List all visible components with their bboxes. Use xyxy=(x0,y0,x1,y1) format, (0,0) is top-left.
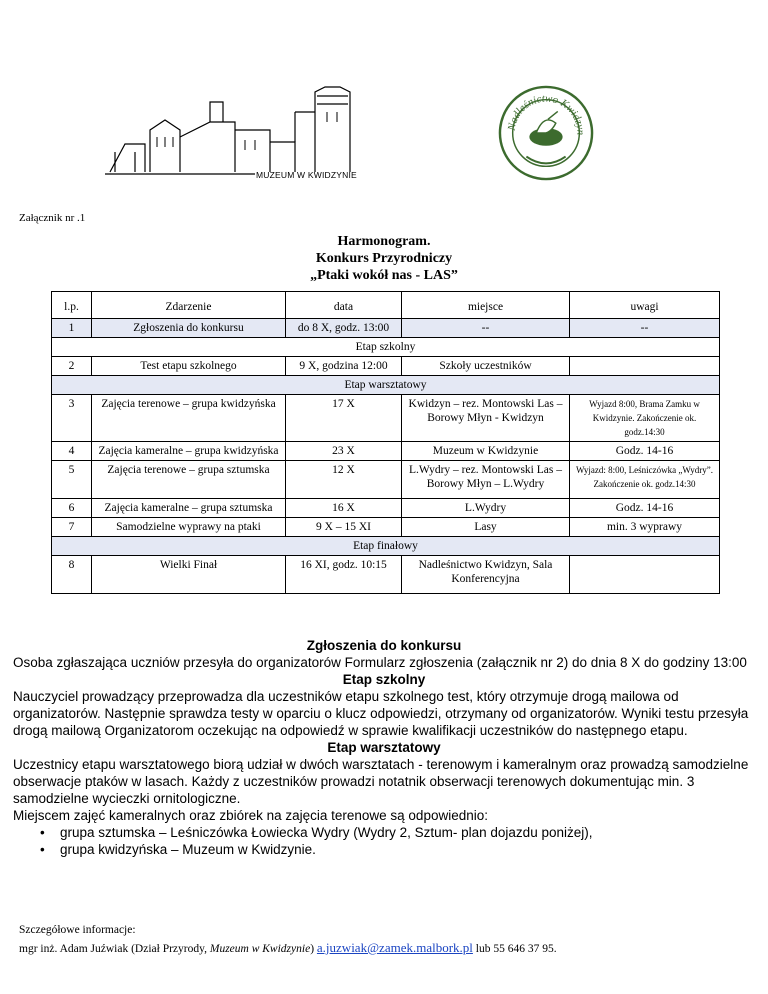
cell: L.Wydry – rez. Montowski Las – Borowy Młyn – L.Wydry xyxy=(402,461,570,499)
cell: Zajęcia kameralne – grupa sztumska xyxy=(92,499,286,518)
header-cell: miejsce xyxy=(402,292,570,319)
table-row xyxy=(52,499,720,518)
cell: 3 xyxy=(52,395,92,442)
paragraph-school-stage: Nauczyciel prowadzący przeprowadza dla uczestników etapu szkolnego test, który otrzymuje drogą mailowa od organizatorów. Następnie sprawdza testy w oparciu o klucz odpowiedzi, otrzymany od organizatorów. Wyniki testu przesyła drogą mailową Organizatorom oczekując na odpowiedź w sprawie kwalifikacji uczestników do następnego etapu. xyxy=(13,689,749,738)
section-label: Etap warsztatowy xyxy=(52,376,720,395)
footer-heading: Szczegółowe informacje: xyxy=(19,924,136,936)
heading-registration: Zgłoszenia do konkursu xyxy=(306,638,462,653)
cell: Nadleśnictwo Kwidzyn, Sala Konferencyjna xyxy=(402,556,570,594)
section-row xyxy=(52,537,720,556)
email-link[interactable]: a.juzwiak@zamek.malbork.pl xyxy=(316,940,473,955)
contact-footer xyxy=(19,922,557,958)
cell: Szkoły uczestników xyxy=(402,357,570,376)
cell: 6 xyxy=(52,499,92,518)
cell: Wyjazd: 8:00, Leśniczówka „Wydry”. Zakończenie ok. godz.14:30 xyxy=(570,461,720,499)
contact-phone: lub 55 646 37 95. xyxy=(472,943,557,955)
cell: min. 3 wyprawy xyxy=(570,518,720,537)
title-line-3: „Ptaki wokół nas - LAS” xyxy=(310,268,458,283)
table-row xyxy=(52,461,720,499)
cell: Zajęcia terenowe – grupa kwidzyńska xyxy=(92,395,286,442)
museum-logo-caption: MUZEUM W KWIDZYNIE xyxy=(256,170,357,180)
cell: Muzeum w Kwidzynie xyxy=(402,442,570,461)
cell: Zgłoszenia do konkursu xyxy=(92,319,286,338)
cell: Godz. 14-16 xyxy=(570,442,720,461)
cell: 9 X, godzina 12:00 xyxy=(286,357,402,376)
cell: 4 xyxy=(52,442,92,461)
cell: Kwidzyn – rez. Montowski Las – Borowy Młyn - Kwidzyn xyxy=(402,395,570,442)
table-row xyxy=(52,357,720,376)
cell: 2 xyxy=(52,357,92,376)
list-item: • grupa kwidzyńska – Muzeum w Kwidzynie. xyxy=(60,841,768,858)
document-title xyxy=(0,233,768,284)
forest-district-logo xyxy=(497,84,595,182)
heading-school-stage: Etap szkolny xyxy=(342,672,426,687)
cell: Samodzielne wyprawy na ptaki xyxy=(92,518,286,537)
cell: 16 XI, godz. 10:15 xyxy=(286,556,402,594)
section-label: Etap finałowy xyxy=(52,537,720,556)
cell: Zajęcia kameralne – grupa kwidzyńska xyxy=(92,442,286,461)
table-row xyxy=(52,518,720,537)
cell: Lasy xyxy=(402,518,570,537)
header-cell: data xyxy=(286,292,402,319)
section-row xyxy=(52,338,720,357)
title-line-1: Harmonogram. xyxy=(337,234,431,249)
cell: 9 X – 15 XI xyxy=(286,518,402,537)
meeting-places-list xyxy=(0,824,768,858)
contact-name: mgr inż. Adam Juźwiak (Dział Przyrody, xyxy=(19,943,210,955)
description xyxy=(0,637,768,858)
cell: 8 xyxy=(52,556,92,594)
paragraph-meeting-places: Miejscem zajęć kameralnych oraz zbiórek na zajęcia terenowe są odpowiednio: xyxy=(13,808,488,823)
contact-museum: Muzeum w Kwidzynie xyxy=(209,943,311,955)
list-item: • grupa sztumska – Leśniczówka Łowiecka Wydry (Wydry 2, Sztum- plan dojazdu poniżej), xyxy=(60,824,768,841)
cell: 16 X xyxy=(286,499,402,518)
heading-workshop-stage: Etap warsztatowy xyxy=(327,740,441,755)
cell: 12 X xyxy=(286,461,402,499)
schedule-table xyxy=(51,291,720,594)
cell: Wyjazd 8:00, Brama Zamku w Kwidzynie. Zakończenie ok. godz.14:30 xyxy=(570,395,720,442)
cell xyxy=(570,556,720,594)
attachment-label: Załącznik nr .1 xyxy=(19,212,86,224)
contact-close: ) xyxy=(310,943,317,955)
cell: 23 X xyxy=(286,442,402,461)
cell: -- xyxy=(570,319,720,338)
table-row xyxy=(52,442,720,461)
paragraph-workshop-stage: Uczestnicy etapu warsztatowego biorą udział w dwóch warsztatach - terenowym i kameralnym oraz prowadzą samodzielne obserwacje ptaków w lasach. Każdy z uczestników prowadzi notatnik obserwacji terenowych dokumentując min. 3 samodzielne wycieczki ornitologiczne. xyxy=(13,757,749,806)
table-row xyxy=(52,556,720,594)
cell: 17 X xyxy=(286,395,402,442)
cell: do 8 X, godz. 13:00 xyxy=(286,319,402,338)
header-cell: Zdarzenie xyxy=(92,292,286,319)
footer-contact xyxy=(19,939,557,958)
forest-logo-text: Nadleśnictwo Kwidzyn xyxy=(505,92,587,136)
cell: Wielki Finał xyxy=(92,556,286,594)
cell: 1 xyxy=(52,319,92,338)
header-cell: l.p. xyxy=(52,292,92,319)
cell: Godz. 14-16 xyxy=(570,499,720,518)
cell: Zajęcia terenowe – grupa sztumska xyxy=(92,461,286,499)
cell xyxy=(570,357,720,376)
cell: 5 xyxy=(52,461,92,499)
title-line-2: Konkurs Przyrodniczy xyxy=(315,251,453,266)
section-row xyxy=(52,376,720,395)
table-row xyxy=(52,319,720,338)
cell: Test etapu szkolnego xyxy=(92,357,286,376)
paragraph-registration: Osoba zgłaszająca uczniów przesyła do organizatorów Formularz zgłoszenia (załącznik nr 2) do dnia 8 X do godziny 13:00 xyxy=(13,655,747,670)
section-label: Etap szkolny xyxy=(52,338,720,357)
table-row xyxy=(52,395,720,442)
museum-logo xyxy=(105,82,365,182)
cell: L.Wydry xyxy=(402,499,570,518)
cell: 7 xyxy=(52,518,92,537)
header-cell: uwagi xyxy=(570,292,720,319)
cell: -- xyxy=(402,319,570,338)
table-header-row xyxy=(52,292,720,319)
